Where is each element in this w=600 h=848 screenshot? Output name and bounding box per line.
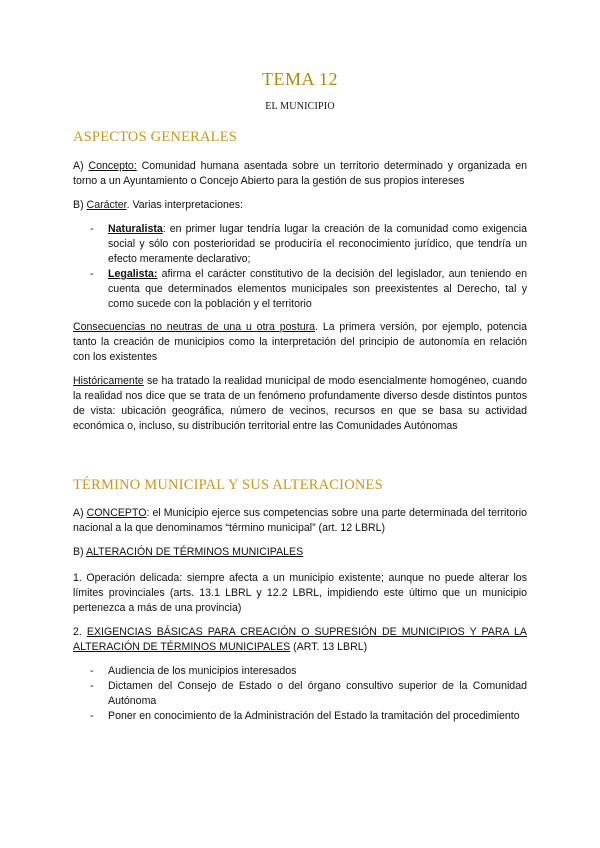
concepto-prefix: A)	[73, 160, 89, 172]
document-title: TEMA 12	[261, 69, 338, 89]
paragraph-exigencias	[73, 625, 527, 655]
exigencias-prefix: 2.	[73, 626, 87, 638]
poner-text: Poner en conocimiento de la Administración del Estado la tramitación del procedimiento	[108, 710, 520, 722]
list-dash: -	[90, 268, 94, 280]
concepto-termino-prefix: A)	[73, 507, 87, 519]
paragraph-concepto-termino	[73, 506, 527, 536]
caracter-label: Carácter	[86, 199, 127, 211]
consecuencias-text: . La primera versión, por ejemplo, potencia tanto la creación de municipios como la interpretación del principio de autonomía en relación con los existentes	[73, 321, 527, 363]
historicamente-text: se ha tratado la realidad municipal de modo esencialmente homogéneo, cuando la realidad nos dice que se trata de un fenómeno profundamente diverso desde distintos puntos de vista: ubicación geográfica, número de vecinos, recursos en que se basa su actividad económica o, incluso, su distribución territorial entre las Comunidades Autónomas	[73, 375, 527, 432]
alteracion-prefix: B)	[73, 546, 86, 558]
paragraph-historicamente	[73, 374, 527, 434]
concepto-termino-text: : el Municipio ejerce sus competencias sobre una parte determinada del territorio nacional a la que denominamos “término municipal” (art. 12 LBRL)	[73, 507, 527, 534]
operacion-text: 1. Operación delicada: siempre afecta a un municipio existente; aunque no puede alterar los límites provinciales (arts. 13.1 LBRL y 12.2 LBRL, impidiendo este último que un municipio pertenezca a más de una provincia)	[73, 572, 527, 614]
list-item-legalista	[73, 267, 527, 312]
paragraph-consecuencias	[73, 320, 527, 365]
list-dash: -	[90, 665, 94, 677]
concepto-text: Comunidad humana asentada sobre un territorio determinado y organizada en torno a un Ayuntamiento o Concejo Abierto para la gestión de sus propios intereses	[73, 160, 527, 187]
naturalista-label: Naturalista	[108, 223, 163, 235]
audiencia-text: Audiencia de los municipios interesados	[108, 665, 297, 677]
concepto-termino-label: CONCEPTO	[86, 507, 147, 519]
historicamente-label: Históricamente	[73, 375, 144, 387]
paragraph-operacion	[73, 571, 527, 616]
legalista-text: afirma el carácter constitutivo de la decisión del legislador, aun teniendo en cuenta que determinados elementos municipales son preexistentes al Derecho, tal y como sucede con la población y el territorio	[108, 268, 527, 310]
list-item-dictamen	[73, 679, 527, 709]
list-dash: -	[90, 223, 94, 235]
paragraph-alteracion	[73, 545, 527, 560]
document-subtitle: EL MUNICIPIO	[265, 101, 335, 112]
naturalista-text: : en primer lugar tendría lugar la creación de la comunidad como exigencia social y sólo con posterioridad se produciría el reconocimiento jurídico, que tendría un efecto meramente declarativo;	[108, 223, 527, 265]
caracter-list	[73, 222, 527, 312]
exigencias-label: EXIGENCIAS BÁSICAS PARA CREACIÓN O SUPRESIÓN DE MUNICIPIOS Y PARA LA ALTERACIÓN DE TÉRMINOS MUNICIPALES	[73, 626, 528, 653]
caracter-text: . Varias interpretaciones:	[126, 199, 243, 211]
list-dash: -	[90, 680, 94, 692]
legalista-label: Legalista:	[108, 268, 158, 280]
consecuencias-label: Consecuencias no neutras de una u otra postura	[73, 321, 316, 333]
list-item-naturalista	[73, 222, 527, 267]
section-heading-termino: TÉRMINO MUNICIPAL Y SUS ALTERACIONES	[73, 477, 383, 493]
caracter-prefix: B)	[73, 199, 87, 211]
exigencias-list	[73, 664, 527, 724]
list-dash: -	[90, 710, 94, 722]
exigencias-suffix: (ART. 13 LBRL)	[290, 641, 368, 653]
list-item-audiencia	[73, 664, 527, 679]
list-item-poner	[73, 709, 527, 724]
concepto-label: Concepto:	[88, 160, 137, 172]
section-heading-aspectos: ASPECTOS GENERALES	[73, 129, 238, 145]
dictamen-text: Dictamen del Consejo de Estado o del órgano consultivo superior de la Comunidad Autónoma	[108, 680, 527, 707]
paragraph-caracter	[73, 198, 527, 213]
alteracion-label: ALTERACIÓN DE TÉRMINOS MUNICIPALES	[85, 546, 304, 558]
paragraph-concepto	[73, 159, 527, 189]
